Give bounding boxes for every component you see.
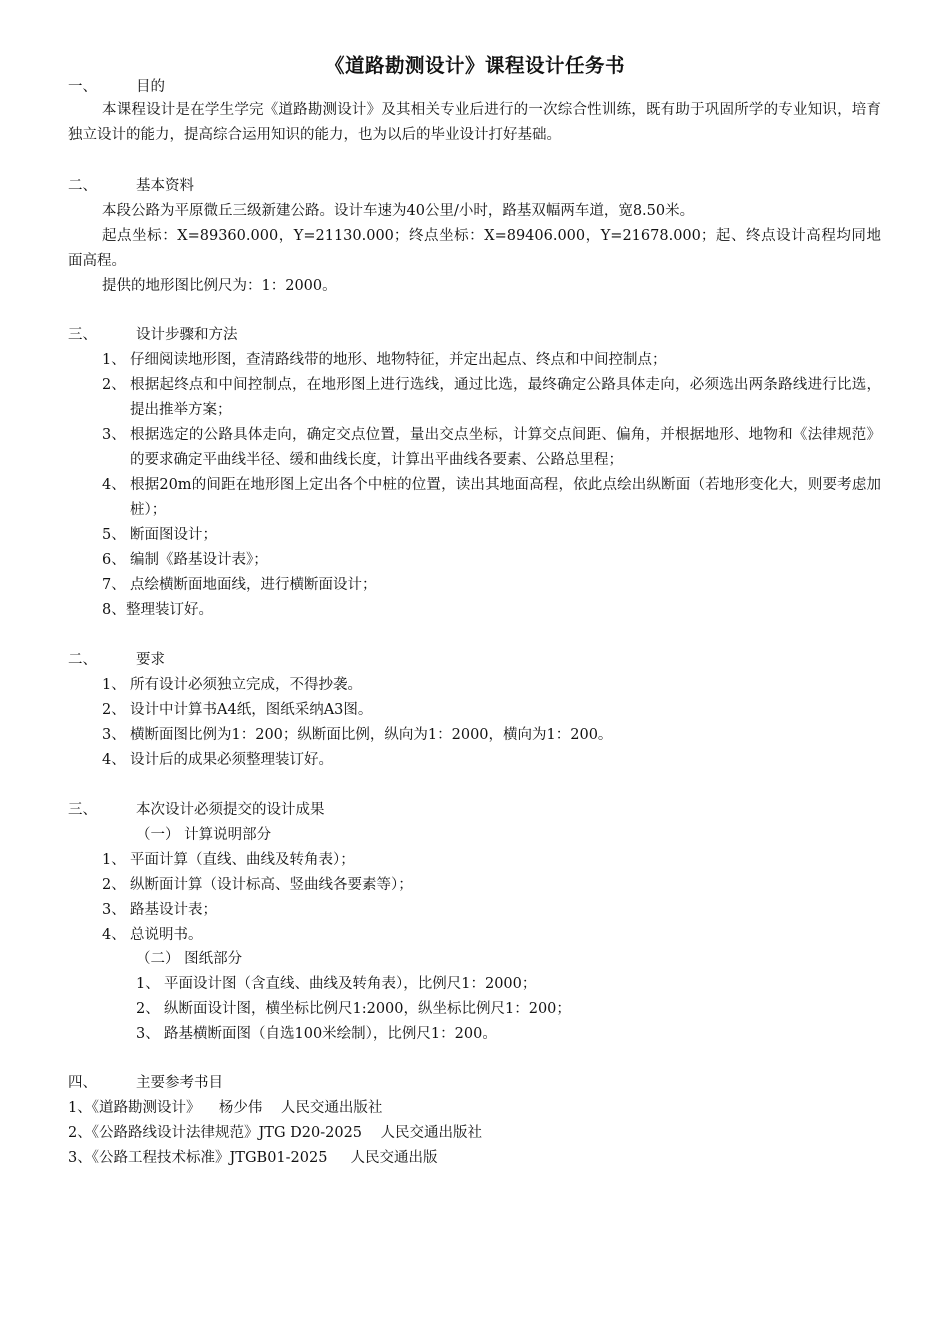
drawing-item-3-text: 路基横断面图（自选100米绘制），比例尺1：200。 — [164, 1026, 497, 1042]
document-title: 《道路勘测设计》课程设计任务书 — [324, 54, 625, 77]
drawing-item-2-text: 纵断面设计图，横坐标比例尺1:2000，纵坐标比例尺1：200； — [164, 1001, 571, 1017]
calc-item-2-text: 纵断面计算（设计标高、竖曲线各要素等）； — [130, 877, 413, 893]
drawing-item-2-number: 2、 — [136, 1001, 160, 1017]
step-5-number: 5、 — [102, 527, 126, 543]
step-5-text: 断面图设计； — [130, 527, 217, 543]
step-1-text: 仔细阅读地形图，查清路线带的地形、地物特征，并定出起点、终点和中间控制点； — [130, 352, 667, 368]
calc-item-4-text: 总说明书。 — [130, 927, 203, 943]
requirement-1-number: 1、 — [102, 677, 126, 693]
drawing-item-3-number: 3、 — [136, 1026, 160, 1042]
reference-1: 1、《道路勘测设计》 杨少伟 人民交通出版社 — [68, 1100, 383, 1116]
drawing-item-1-text: 平面设计图（含直线、曲线及转角表），比例尺1：2000； — [164, 976, 537, 992]
section-6-heading: 主要参考书目 — [136, 1075, 223, 1091]
reference-3: 3、《公路工程技术标准》JTGB01-2025 人民交通出版 — [68, 1150, 438, 1166]
requirement-3-text: 横断面图比例为1：200；纵断面比例，纵向为1：2000，横向为1：200。 — [130, 727, 613, 743]
calc-item-3-number: 3、 — [102, 902, 126, 918]
step-6-number: 6、 — [102, 552, 126, 568]
requirement-2-number: 2、 — [102, 702, 126, 718]
step-6-text: 编制《路基设计表》； — [130, 552, 268, 568]
section-5-heading: 本次设计必须提交的设计成果 — [136, 802, 325, 818]
section-1-body: 本课程设计是在学生学完《道路勘测设计》及其相关专业后进行的一次综合性训练，既有助于巩固所学的专业知识，培育独立设计的能力，提高综合运用知识的能力，也为以后的毕业设计打好基础。 — [68, 102, 881, 143]
step-8-text: 整理装订好。 — [126, 602, 213, 618]
requirement-3-number: 3、 — [102, 727, 126, 743]
section-3-number: 三、 — [68, 327, 97, 343]
step-7-text: 点绘横断面地面线，进行横断面设计； — [130, 577, 377, 593]
calc-item-3-text: 路基设计表； — [130, 902, 217, 918]
calc-item-2-number: 2、 — [102, 877, 126, 893]
section-1-number: 一、 — [68, 79, 97, 95]
requirement-2-text: 设计中计算书A4纸，图纸采纳A3图。 — [130, 702, 373, 718]
requirement-4-number: 4、 — [102, 752, 126, 768]
calc-item-1-text: 平面计算（直线、曲线及转角表）； — [130, 852, 355, 868]
drawing-item-1-number: 1、 — [136, 976, 160, 992]
section-4-number: 二、 — [68, 652, 97, 668]
step-3-number: 3、 — [102, 427, 126, 443]
step-1-number: 1、 — [102, 352, 126, 368]
step-4-number: 4、 — [102, 477, 126, 493]
subsection-drawings-heading: （二） 图纸部分 — [136, 951, 243, 967]
calc-item-4-number: 4、 — [102, 927, 126, 943]
section-2-paragraph-1: 本段公路为平原微丘三级新建公路。设计车速为40公里/小时，路基双幅两车道，宽8.50米。 — [102, 203, 695, 219]
step-4-text: 根据20m的间距在地形图上定出各个中桩的位置，读出其地面高程，依此点绘出纵断面（若地形变化大，则要考虑加桩）； — [130, 477, 881, 518]
step-2-number: 2、 — [102, 377, 126, 393]
section-2-heading: 基本资料 — [136, 178, 194, 194]
calc-item-1-number: 1、 — [102, 852, 126, 868]
section-2-paragraph-2: 起点坐标：X=89360.000，Y=21130.000；终点坐标：X=89406.000，Y=21678.000；起、终点设计高程均同地面高程。 — [68, 228, 881, 269]
section-2-paragraph-3: 提供的地形图比例尺为：1：2000。 — [102, 278, 337, 294]
step-8-number: 8、 — [102, 602, 126, 618]
section-5-number: 三、 — [68, 802, 97, 818]
section-2-number: 二、 — [68, 178, 97, 194]
reference-2: 2、《公路路线设计法律规范》JTG D20-2025 人民交通出版社 — [68, 1125, 482, 1141]
step-3-text: 根据选定的公路具体走向，确定交点位置，量出交点坐标，计算交点间距、偏角，并根据地形、地物和《法律规范》的要求确定平曲线半径、缓和曲线长度，计算出平曲线各要素、公路总里程； — [130, 427, 881, 468]
section-6-number: 四、 — [68, 1075, 97, 1091]
section-3-heading: 设计步骤和方法 — [136, 327, 238, 343]
requirement-1-text: 所有设计必须独立完成，不得抄袭。 — [130, 677, 362, 693]
step-7-number: 7、 — [102, 577, 126, 593]
section-1-heading: 目的 — [136, 79, 165, 95]
section-4-heading: 要求 — [136, 652, 165, 668]
subsection-calc-heading: （一） 计算说明部分 — [136, 827, 272, 843]
step-2-text: 根据起终点和中间控制点，在地形图上进行选线，通过比选，最终确定公路具体走向，必须选出两条路线进行比选，提出推举方案； — [130, 377, 881, 418]
requirement-4-text: 设计后的成果必须整理装订好。 — [130, 752, 333, 768]
